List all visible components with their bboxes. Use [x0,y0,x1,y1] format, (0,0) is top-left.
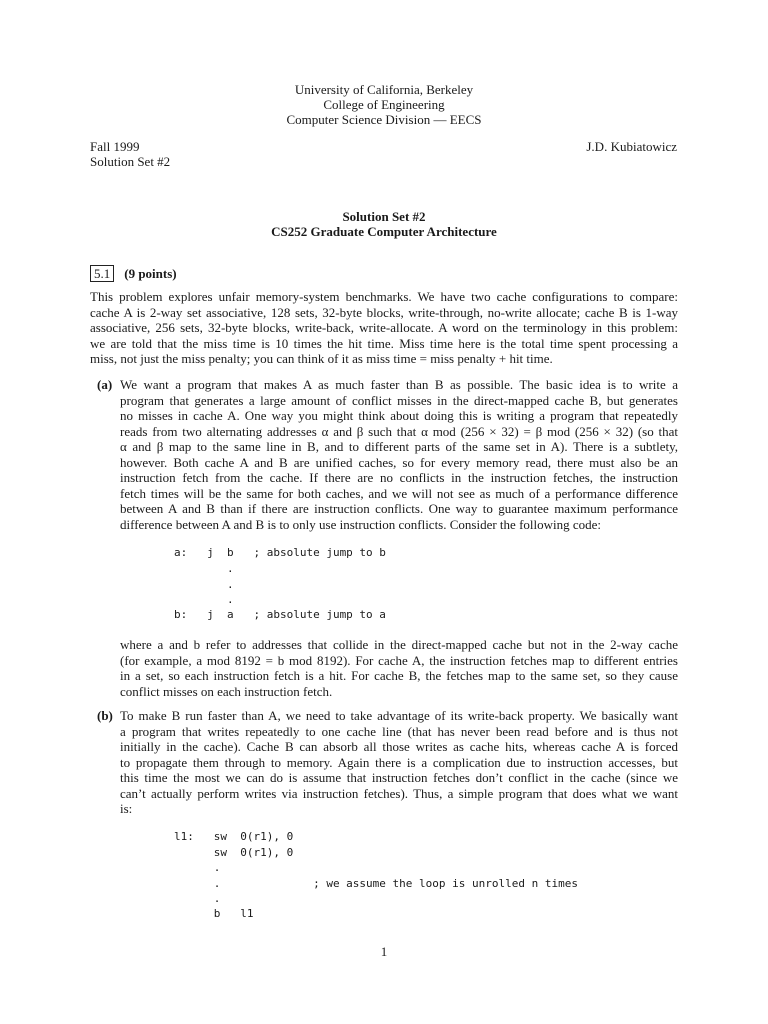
page-number: 1 [380,944,388,959]
part-a-line: no misses in cache A. One way you might think about doing this is writing a program that repeatedly [120,408,678,423]
problem-intro [90,289,678,367]
code-line-b: . [174,892,221,905]
doc-subtitle: CS252 Graduate Computer Architecture [271,224,497,239]
part-b-line: can’t actually perform writes via instruction fetches). Thus, a simple program that does what we want [120,785,678,801]
part-a-line: reads from two alternating addresses α and β such that α mod (256 × 32) = β mod (256 × 32) (so that [120,423,678,439]
code-line-b: b l1 [174,907,254,920]
term-label: Fall 1999 [90,139,140,154]
division-name: Computer Science Division — EECS [286,112,482,127]
part-a-line: We want a program that makes A as much faster than B as possible. The basic idea is to write a [120,377,678,392]
part-a-line: however. Both cache A and B are unified caches, so for every memory read, there must also be an [120,454,678,470]
part-a-line: instruction fetch from the cache. If there are no conflicts in the instruction fetches, the instruction [120,470,678,485]
college-name: College of Engineering [323,97,445,112]
code-line-b: l1: sw 0(r1), 0 [174,830,294,843]
code-line-a: b: j a ; absolute jump to a [174,608,386,621]
code-line-b: sw 0(r1), 0 [174,846,294,859]
part-b-text [120,708,678,817]
part-a-after-line: in a set, so each instruction fetch is a hit. For cache B, the fetches map to the same set, so they cause [120,668,678,683]
part-b-line: this time the most we can do is assume that instruction fetches don’t conflict in the cache (since we [120,770,678,785]
part-b-label: (b) [97,708,113,723]
author-name: J.D. Kubiatowicz [586,139,677,154]
part-b-line: a program that writes repeatedly to one cache line (that has never been read before and is thus not [120,723,678,739]
code-line-a: . [174,562,234,575]
part-b-line: is: [120,801,133,816]
part-a-line: α and β map to the same line in B, and to different parts of the same set in A). There is a subtlety, [120,439,678,454]
problem-number-box: 5.1 [90,265,114,282]
problem-points: (9 points) [124,266,177,281]
part-a-line: program that generates a large amount of conflict misses in the direct-mapped cache B, but generates [120,392,678,408]
part-b-line: initially in the cache). Cache B can absorb all those writes as cache hits, whereas cache A is forced [120,739,678,754]
part-a-after-line: conflict misses on each instruction fetch. [120,683,333,699]
intro-line: miss, not just the miss penalty; you can think of it as miss time = miss penalty + hit time. [90,351,553,366]
code-line-b: . [174,861,221,874]
part-b-line: to propagate them through to memory. Again there is a complication due to instruction accesses, but [120,754,678,770]
part-a-after-line: where a and b refer to addresses that collide in the direct-mapped cache but not in the 2-way cache [120,637,678,652]
part-a-explanation [120,637,678,699]
part-a-text [120,377,678,532]
problem-heading [90,265,177,283]
part-a-label: (a) [97,377,113,392]
part-b-line: To make B run faster than A, we need to take advantage of its write-back property. We basically want [120,708,678,723]
code-line-a: . [174,578,234,591]
code-line-a: a: j b ; absolute jump to b [174,546,386,559]
part-a-line: between A and B than if there are instruction conflicts. One way to guarantee maximum performance [120,501,678,516]
intro-line: cache A is 2-way set associative, 128 sets, 32-byte blocks, write-through, no-write allocate; cache B is 1-way [90,304,678,320]
code-line-b: . ; we assume the loop is unrolled n times [174,877,578,890]
part-a-line: difference between A and B is to only use instruction conflicts. Consider the following code: [120,516,602,532]
part-a-after-line: (for example, a mod 8192 = b mod 8192). For cache A, the instruction fetches map to different entries [120,652,678,668]
part-a-line: fetch times will be the same for both caches, and we will not see as much of a performance difference [120,485,678,501]
doc-title: Solution Set #2 [342,209,426,224]
intro-line: we are told that the miss time is 10 times the hit time. Miss time here is the total time spent processing a [90,335,678,351]
university-name: University of California, Berkeley [294,82,474,97]
intro-line: This problem explores unfair memory-system benchmarks. We have two cache configurations to compare: [90,289,678,304]
code-line-a: . [174,593,234,606]
intro-line: associative, 256 sets, 32-byte blocks, write-back, write-allocate. A word on the terminology in this problem: [90,320,678,335]
set-label: Solution Set #2 [90,154,171,169]
